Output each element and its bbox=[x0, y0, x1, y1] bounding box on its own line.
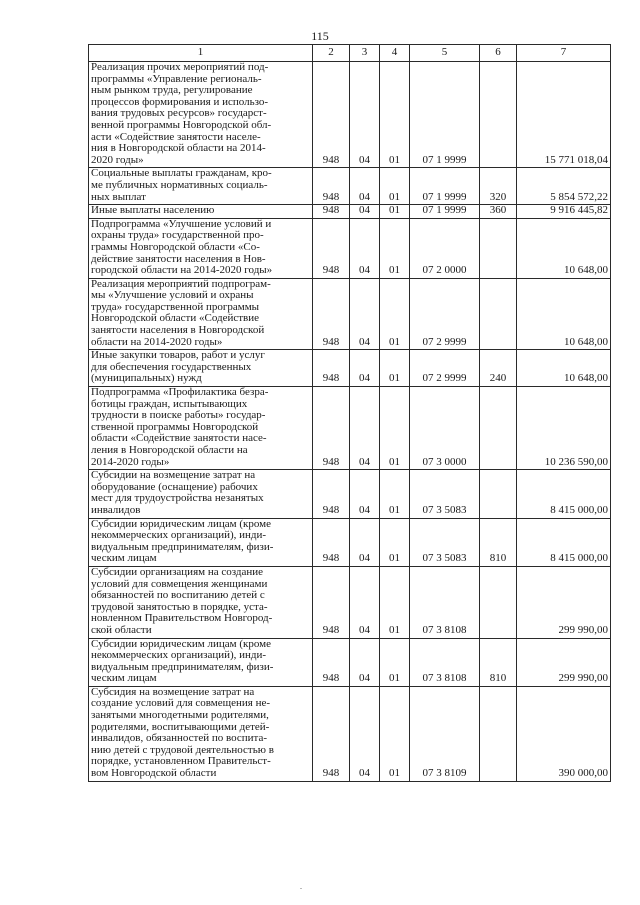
table-row bbox=[89, 518, 611, 566]
item-name-line: Новгородской области «Содействие bbox=[91, 312, 260, 325]
publisher-code-cell: 948 bbox=[313, 566, 350, 638]
section-cell: 04 bbox=[350, 686, 380, 781]
item-name-line: порядке, установленном Правительст- bbox=[91, 755, 271, 768]
item-name-line: нию детей с трудовой деятельностью в bbox=[91, 743, 274, 756]
item-name-line: видуальным предпринимателям, физи- bbox=[91, 660, 274, 673]
subsection-cell: 01 bbox=[380, 686, 410, 781]
table-row bbox=[89, 638, 611, 686]
subsection-cell: 01 bbox=[380, 205, 410, 219]
target-article-cell: 07 1 9999 bbox=[410, 62, 480, 168]
amount-cell: 15 771 018,04 bbox=[517, 62, 611, 168]
amount-cell: 10 648,00 bbox=[517, 350, 611, 387]
publisher-code-cell: 948 bbox=[313, 278, 350, 350]
header-cell: 5 bbox=[410, 45, 480, 62]
subsection-cell: 01 bbox=[380, 218, 410, 278]
header-cell: 1 bbox=[89, 45, 313, 62]
section-cell: 04 bbox=[350, 566, 380, 638]
expense-type-cell bbox=[480, 62, 517, 168]
item-name-line: новленном Правительством Новгород- bbox=[91, 612, 273, 625]
section-cell: 04 bbox=[350, 62, 380, 168]
publisher-code-cell: 948 bbox=[313, 686, 350, 781]
item-name-line: Субсидии на возмещение затрат на bbox=[91, 469, 256, 482]
target-article-cell: 07 3 8109 bbox=[410, 686, 480, 781]
item-name-line: ния в Новгородской области на 2014- bbox=[91, 142, 266, 155]
item-name-line: ме публичных нормативных социаль- bbox=[91, 178, 268, 191]
item-name-line: Социальные выплаты гражданам, кро- bbox=[91, 167, 272, 180]
item-name-line: Субсидия на возмещение затрат на bbox=[91, 685, 255, 698]
item-name-line: действие занятости населения в Нов- bbox=[91, 252, 266, 265]
item-name-line: инвалидов, обязанностей по воспита- bbox=[91, 732, 268, 745]
item-name-cell bbox=[89, 350, 313, 387]
publisher-code-cell: 948 bbox=[313, 387, 350, 470]
subsection-cell: 01 bbox=[380, 470, 410, 518]
item-name-cell bbox=[89, 470, 313, 518]
item-name-line: области на 2014-2020 годы» bbox=[91, 335, 223, 348]
item-name-line: вания трудовых ресурсов» государст- bbox=[91, 107, 267, 120]
target-article-cell: 07 1 9999 bbox=[410, 168, 480, 205]
target-article-cell: 07 3 8108 bbox=[410, 566, 480, 638]
section-cell: 04 bbox=[350, 205, 380, 219]
section-cell: 04 bbox=[350, 350, 380, 387]
header-cell: 6 bbox=[480, 45, 517, 62]
item-name-line: ской области bbox=[91, 623, 152, 636]
section-cell: 04 bbox=[350, 168, 380, 205]
section-cell: 04 bbox=[350, 470, 380, 518]
item-name-line: граммы Новгородской области «Со- bbox=[91, 240, 260, 253]
item-name-line: Подпрограмма «Профилактика безра- bbox=[91, 386, 269, 399]
expense-type-cell bbox=[480, 566, 517, 638]
subsection-cell: 01 bbox=[380, 350, 410, 387]
item-name-line: оборудование (оснащение) рабочих bbox=[91, 480, 258, 493]
item-name-line: некоммерческих организаций), инди- bbox=[91, 529, 267, 542]
item-name-line: создание условий для совмещения не- bbox=[91, 697, 270, 710]
target-article-cell: 07 3 0000 bbox=[410, 387, 480, 470]
page-number: 115 bbox=[311, 29, 329, 43]
item-name-line: трудности в поиске работы» государ- bbox=[91, 409, 266, 422]
item-name-cell bbox=[89, 566, 313, 638]
publisher-code-cell: 948 bbox=[313, 518, 350, 566]
item-name-line: Иные выплаты населению bbox=[91, 204, 215, 217]
scan-speck bbox=[300, 888, 302, 889]
publisher-code-cell: 948 bbox=[313, 470, 350, 518]
amount-cell: 9 916 445,82 bbox=[517, 205, 611, 219]
amount-cell: 299 990,00 bbox=[517, 638, 611, 686]
item-name-line: инвалидов bbox=[91, 503, 141, 516]
item-name-line: Реализация мероприятий подпрограм- bbox=[91, 277, 271, 290]
item-name-line: Субсидии юридическим лицам (кроме bbox=[91, 637, 272, 650]
item-name-cell bbox=[89, 638, 313, 686]
item-name-line: условий для совмещения женщинами bbox=[91, 577, 268, 590]
item-name-line: (муниципальных) нужд bbox=[91, 372, 202, 385]
table-row bbox=[89, 470, 611, 518]
item-name-line: ления в Новгородской области на bbox=[91, 444, 248, 456]
item-name-line: Подпрограмма «Улучшение условий и bbox=[91, 217, 272, 230]
item-name-line: процессов формирования и использо- bbox=[91, 95, 269, 108]
expense-type-cell bbox=[480, 470, 517, 518]
publisher-code-cell: 948 bbox=[313, 218, 350, 278]
expense-type-cell: 810 bbox=[480, 518, 517, 566]
item-name-line: городской области на 2014-2020 годы» bbox=[91, 264, 273, 277]
expense-type-cell bbox=[480, 686, 517, 781]
item-name-line: мы «Улучшение условий и охраны bbox=[91, 289, 254, 302]
item-name-line: занятости населения в Новгородской bbox=[91, 324, 265, 337]
amount-cell: 10 648,00 bbox=[517, 218, 611, 278]
item-name-cell bbox=[89, 218, 313, 278]
table-body bbox=[89, 62, 611, 782]
item-name-cell bbox=[89, 205, 313, 219]
item-name-line: 2014-2020 годы» bbox=[91, 455, 170, 468]
item-name-line: Субсидии организациям на создание bbox=[91, 565, 264, 578]
item-name-line: программы «Управление региональ- bbox=[91, 72, 262, 85]
amount-cell: 8 415 000,00 bbox=[517, 518, 611, 566]
subsection-cell: 01 bbox=[380, 278, 410, 350]
item-name-line: вом Новгородской области bbox=[91, 767, 217, 780]
table-row bbox=[89, 218, 611, 278]
publisher-code-cell: 948 bbox=[313, 350, 350, 387]
item-name-cell bbox=[89, 518, 313, 566]
publisher-code-cell: 948 bbox=[313, 205, 350, 219]
subsection-cell: 01 bbox=[380, 387, 410, 470]
table-row bbox=[89, 387, 611, 470]
item-name-line: Субсидии юридическим лицам (кроме bbox=[91, 517, 272, 530]
expense-type-cell bbox=[480, 387, 517, 470]
target-article-cell: 07 2 9999 bbox=[410, 350, 480, 387]
target-article-cell: 07 3 8108 bbox=[410, 638, 480, 686]
expense-type-cell: 240 bbox=[480, 350, 517, 387]
publisher-code-cell: 948 bbox=[313, 168, 350, 205]
item-name-line: ным рынком труда, регулирование bbox=[91, 84, 253, 97]
item-name-line: ческим лицам bbox=[91, 672, 157, 685]
section-cell: 04 bbox=[350, 387, 380, 470]
item-name-line: мест для трудоустройства незанятых bbox=[91, 492, 264, 505]
table-row bbox=[89, 686, 611, 781]
section-cell: 04 bbox=[350, 518, 380, 566]
item-name-line: Реализация прочих мероприятий под- bbox=[91, 61, 269, 73]
budget-table bbox=[88, 44, 611, 782]
subsection-cell: 01 bbox=[380, 566, 410, 638]
item-name-cell bbox=[89, 168, 313, 205]
section-cell: 04 bbox=[350, 218, 380, 278]
item-name-line: трудовой занятостью в порядке, уста- bbox=[91, 600, 268, 613]
table-row bbox=[89, 566, 611, 638]
target-article-cell: 07 1 9999 bbox=[410, 205, 480, 219]
table-row bbox=[89, 62, 611, 168]
item-name-cell bbox=[89, 387, 313, 470]
item-name-line: для обеспечения государственных bbox=[91, 360, 252, 373]
item-name-cell bbox=[89, 278, 313, 350]
section-cell: 04 bbox=[350, 638, 380, 686]
amount-cell: 390 000,00 bbox=[517, 686, 611, 781]
item-name-line: ственной программы Новгородской bbox=[91, 420, 259, 433]
amount-cell: 10 236 590,00 bbox=[517, 387, 611, 470]
amount-cell: 8 415 000,00 bbox=[517, 470, 611, 518]
item-name-line: венной программы Новгородской обл- bbox=[91, 118, 272, 131]
table-row bbox=[89, 278, 611, 350]
header-cell: 2 bbox=[313, 45, 350, 62]
item-name-line: родителями, воспитывающими детей- bbox=[91, 720, 270, 733]
item-name-line: ботицы граждан, испытывающих bbox=[91, 397, 248, 410]
publisher-code-cell: 948 bbox=[313, 62, 350, 168]
header-cell: 7 bbox=[517, 45, 611, 62]
item-name-cell bbox=[89, 686, 313, 781]
subsection-cell: 01 bbox=[380, 518, 410, 566]
expense-type-cell bbox=[480, 218, 517, 278]
subsection-cell: 01 bbox=[380, 638, 410, 686]
target-article-cell: 07 2 9999 bbox=[410, 278, 480, 350]
table-row bbox=[89, 205, 611, 219]
item-name-line: ных выплат bbox=[91, 190, 146, 203]
item-name-line: занятыми многодетными родителями, bbox=[91, 709, 269, 722]
header-row bbox=[89, 45, 611, 62]
item-name-cell bbox=[89, 62, 313, 168]
target-article-cell: 07 2 0000 bbox=[410, 218, 480, 278]
item-name-line: Иные закупки товаров, работ и услуг bbox=[91, 349, 265, 362]
item-name-line: асти «Содействие занятости населе- bbox=[91, 130, 261, 143]
expense-type-cell: 810 bbox=[480, 638, 517, 686]
table-row bbox=[89, 168, 611, 205]
table-row bbox=[89, 350, 611, 387]
header-cell: 4 bbox=[380, 45, 410, 62]
item-name-line: 2020 годы» bbox=[91, 153, 144, 166]
amount-cell: 5 854 572,22 bbox=[517, 168, 611, 205]
publisher-code-cell: 948 bbox=[313, 638, 350, 686]
item-name-line: ческим лицам bbox=[91, 552, 157, 565]
subsection-cell: 01 bbox=[380, 168, 410, 205]
item-name-line: труда» государственной программы bbox=[91, 300, 260, 313]
item-name-line: области «Содействие занятости насе- bbox=[91, 432, 267, 445]
expense-type-cell: 320 bbox=[480, 168, 517, 205]
target-article-cell: 07 3 5083 bbox=[410, 470, 480, 518]
header-cell: 3 bbox=[350, 45, 380, 62]
expense-type-cell: 360 bbox=[480, 205, 517, 219]
amount-cell: 299 990,00 bbox=[517, 566, 611, 638]
amount-cell: 10 648,00 bbox=[517, 278, 611, 350]
target-article-cell: 07 3 5083 bbox=[410, 518, 480, 566]
item-name-line: видуальным предпринимателям, физи- bbox=[91, 540, 274, 553]
item-name-line: обязанностей по воспитанию детей с bbox=[91, 589, 265, 602]
subsection-cell: 01 bbox=[380, 62, 410, 168]
expense-type-cell bbox=[480, 278, 517, 350]
item-name-line: охраны труда» государственной про- bbox=[91, 229, 264, 242]
section-cell: 04 bbox=[350, 278, 380, 350]
item-name-line: некоммерческих организаций), инди- bbox=[91, 649, 267, 662]
